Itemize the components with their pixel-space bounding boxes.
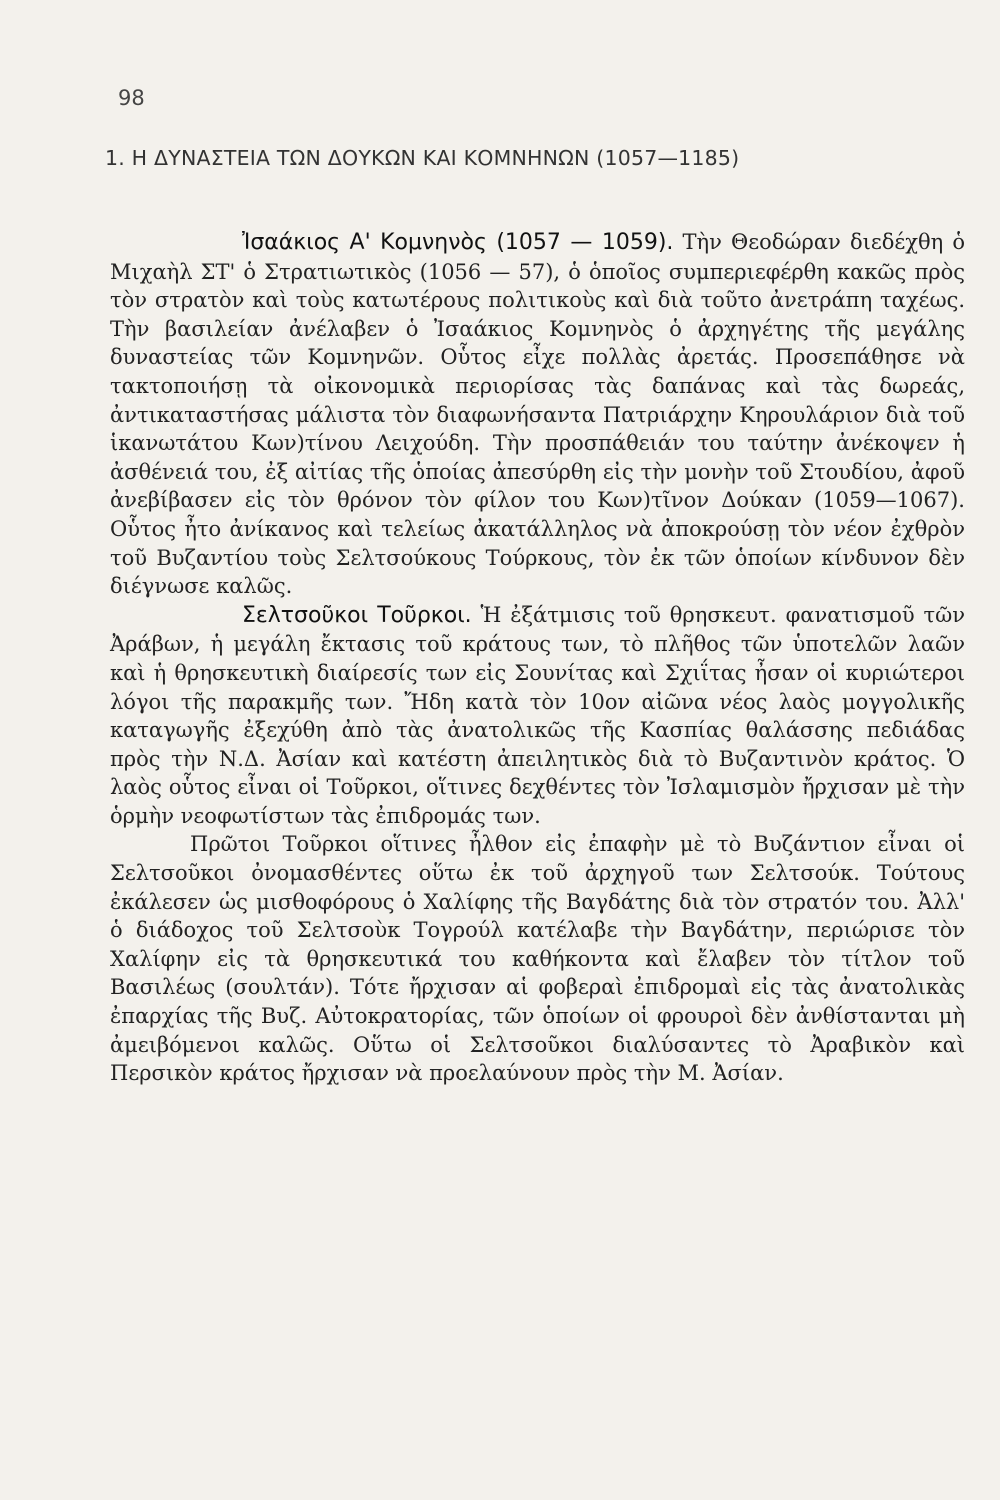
paragraph-isaakios xyxy=(110,228,965,601)
paragraph-lead: Ἰσαάκιος Α' Κομνηνὸς (1057 — 1059). xyxy=(242,230,674,255)
paragraph-text: Τὴν Θεοδώραν διεδέχθη ὁ Μιχαὴλ ΣΤ' ὁ Στρατιωτικὸς (1056 — 57), ὁ ὁποῖος συμπεριεφέρθη κακῶς πρὸς τὸν στρατὸν καὶ τοὺς κατωτέρους πολιτικοὺς καὶ διὰ τοῦτο ἀνετράπη ταχέως. Τὴν βασιλείαν ἀνέλαβεν ὁ Ἰσαάκιος Κομνηνὸς ὁ ἀρχηγέτης τῆς μεγάλης δυναστείας τῶν Κομνηνῶν. Οὗτος εἶχε πολλὰς ἀρετάς. Προσεπάθησε νὰ τακτοποιήσῃ τὰ οἰκονομικὰ περιορίσας τὰς δαπάνας καὶ τὰς δωρεάς, ἀντικαταστήσας μάλιστα τὸν διαφωνήσαντα Πατριάρχην Κηρουλάριον διὰ τοῦ ἱκανωτάτου Κων)τίνου Λειχούδη. Τὴν προσπάθειάν του ταύτην ἀνέκοψεν ἡ ἀσθένειά του, ἐξ αἰτίας τῆς ὁποίας ἀπεσύρθη εἰς τὴν μονὴν τοῦ Στουδίου, ἀφοῦ ἀνεβίβασεν εἰς τὸν θρόνον τὸν φίλον του Κων)τῖνον Δούκαν (1059—1067). Οὗτος ἦτο ἀνίκανος καὶ τελείως ἀκατάλληλος νὰ ἀποκρούσῃ τὸν νέον ἐχθρὸν τοῦ Βυζαντίου τοὺς Σελτσούκους Τούρκους, τὸν ἐκ τῶν ὁποίων κίνδυνον δὲν διέγνωσε καλῶς. xyxy=(110,230,965,599)
paragraph-text: Πρῶτοι Τοῦρκοι οἵτινες ἦλθον εἰς ἐπαφὴν μὲ τὸ Βυζάντιον εἶναι οἱ Σελτσοῦκοι ὀνομασθέντες οὕτω ἐκ τοῦ ἀρχηγοῦ των Σελτσούκ. Τούτους ἐκάλεσεν ὡς μισθοφόρους ὁ Χαλίφης τῆς Βαγδάτης διὰ τὸν στρατόν του. Ἀλλ' ὁ διάδοχος τοῦ Σελτσοὺκ Τογρούλ κατέλαβε τὴν Βαγδάτην, περιώρισε τὸν Χαλίφην εἰς τὰ θρησκευτικά του καθήκοντα καὶ ἔλαβεν τὸν τίτλον τοῦ Βασιλέως (σουλτάν). Τότε ἤρχισαν αἱ φοβεραὶ ἐπιδρομαὶ εἰς τὰς ἀνατολικὰς ἐπαρχίας τῆς Βυζ. Αὐτοκρατορίας, τῶν ὁποίων οἱ φρουροὶ δὲν ἀνθίστανται μὴ ἀμειβόμενοι καλῶς. Οὕτω οἱ Σελτσοῦκοι διαλύσαντες τὸ Ἀραβικὸν καὶ Περσικὸν κράτος ἤρχισαν νὰ προελαύνουν πρὸς τὴν Μ. Ἀσίαν. xyxy=(110,832,965,1086)
paragraph-seljuks xyxy=(110,601,965,831)
paragraph-text: Ἡ ἐξάτμισις τοῦ θρησκευτ. φανατισμοῦ τῶν Ἀράβων, ἡ μεγάλη ἔκτασις τοῦ κράτους των, τὸ πλῆθος τῶν ὑποτελῶν λαῶν καὶ ἡ θρησκευτικὴ διαίρεσίς των εἰς Σουνίτας καὶ Σχιΐτας ἦσαν οἱ κυριώτεροι λόγοι τῆς παρακμῆς των. Ἤδη κατὰ τὸν 10ον αἰῶνα νέος λαὸς μογγολικῆς καταγωγῆς ἐξεχύθη ἀπὸ τὰς ἀνατολικῶς τῆς Κασπίας θαλάσσης πεδιάδας πρὸς τὴν Ν.Δ. Ἀσίαν καὶ κατέστη ἀπειλητικὸς διὰ τὸ Βυζαντινὸν κράτος. Ὁ λαὸς οὗτος εἶναι οἱ Τοῦρκοι, οἵτινες δεχθέντες τὸν Ἰσλαμισμὸν ἤρχισαν μὲ τὴν ὁρμὴν νεοφωτίστων τὰς ἐπιδρομάς των. xyxy=(110,602,965,828)
chapter-heading: 1. Η ΔΥΝΑΣΤΕΙΑ ΤΩΝ ΔΟΥΚΩΝ ΚΑΙ ΚΟΜΝΗΝΩΝ (1057—1185) xyxy=(105,146,740,170)
paragraph-lead: Σελτσοῦκοι Τοῦρκοι. xyxy=(242,602,472,628)
body-text xyxy=(110,228,965,1088)
paragraph-first-turks xyxy=(110,830,965,1087)
page-number: 98 xyxy=(118,86,145,110)
